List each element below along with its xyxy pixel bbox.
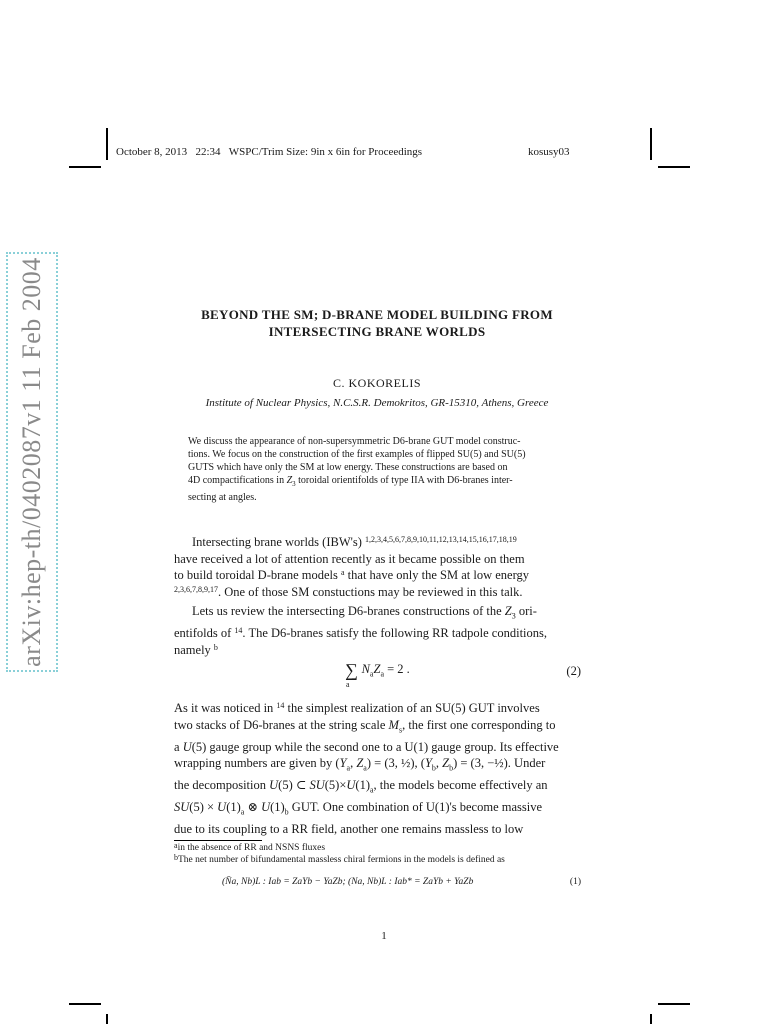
paragraph-su5: As it was noticed in $^{14}$ the simplest realization of an SU(5) GUT involves two stacks of D6-branes at the string scale $M_s$, the first one corresponding to a U(5) gauge group while the second one to a U(1) gauge group. Its effective wrapping numbers are given by ($Y_a$, $Z_a) = (3$, ½), ($Y_b$, $Z_b) = (3$, −½). Under the decomposition U(5) ⊂ $SU(5)\times U(1)_a$, the models become effectively an $SU(5) \times U(1)_a$ ⊗ $U(1)_b$ GUT. One combination of U(1)'s become massive due to its coupling to a RR field, another one remains massless to low [174,701,559,836]
footnote-equation-body: (N̄a, Nb)L : Iab = ZaYb − YaZb; (Na, Nb)L : Iab* = ZaYb + YaZb [222,877,474,887]
page-number: 1 [381,930,387,942]
abstract-line: We discuss the appearance of non-supersymmetric D6-brane GUT model construc- [188,436,521,447]
crop-mark-top-right-v [650,128,652,160]
equation-tadpole: $\sum_aN_aZ_a = 2$ . (2) [345,660,581,689]
abstract-line: GUTS which have only the SM at low energy. These constructions are based on [188,462,508,473]
header-date: October 8, 2013 [116,146,188,158]
header-file: kosusy03 [528,146,570,158]
citation-ref[interactable]: 14 [234,626,243,635]
affiliation: Institute of Nuclear Physics, N.C.S.R. Demokritos, GR-15310, Athens, Greece [205,397,549,409]
title-line-2: INTERSECTING BRANE WORLDS [268,324,486,339]
crop-mark-top-left-v [106,128,108,160]
footnote-mark-a[interactable]: a [340,568,345,577]
footnote-mark-b[interactable]: b [213,642,218,652]
abstract [188,435,568,504]
crop-mark-top-right-h [658,166,690,168]
title-line-1: BEYOND THE SM; D-BRANE MODEL BUILDING FROM [201,307,553,322]
running-header [116,146,422,158]
author: C. KOKORELIS [332,376,421,390]
equation-number: (2) [566,664,581,678]
footnote-a: $^a$in the absence of RR and NSNS fluxes [174,841,326,853]
paragraph-intro: Intersecting brane worlds (IBW's) $^{1,2,3,4,5,6,7,8,9,10,11,12,13,14,15,16,17,18,19}$ have received a lot of attention recently as it became possible on them to build toroidal D-brane models $^a$ that have only the SM at low energy $^{2,3,6,7,8,9,17}$. One of those SM constuctions may be reviewed in this talk. [174,535,530,599]
paper-title [160,306,594,340]
abstract-line: secting at angles. [188,492,257,503]
crop-mark-bottom-left-h [69,1003,101,1005]
header-trim: WSPC/Trim Size: 9in x 6in for Proceedings [228,146,423,158]
crop-mark-top-left-h [69,166,101,168]
footnote-equation-number: (1) [569,877,581,887]
abstract-line: 4D compactifications in $Z_3$ toroidal orientifolds of type IIA with D6-branes inter- [188,475,513,488]
footnote-rule [174,840,262,841]
arxiv-stamp[interactable]: arXiv:hep-th/0402087v1 11 Feb 2004 [6,252,58,672]
header-time: 22:34 [195,146,221,158]
crop-mark-bottom-right-h [658,1003,690,1005]
abstract-line: tions. We focus on the construction of the first examples of flipped SU(5) and SU(5) [188,449,526,460]
citation-refs[interactable]: 1,2,3,4,5,6,7,8,9,10,11,12,13,14,15,16,17,18,19 [365,535,517,544]
citation-ref[interactable]: 14 [276,701,285,710]
crop-mark-bottom-right-v [650,1014,652,1024]
citation-refs[interactable]: 2,3,6,7,8,9,17 [174,584,218,594]
crop-mark-bottom-left-v [106,1014,108,1024]
paragraph-review: Lets us review the intersecting D6-branes constructions of the $Z_3$ ori- entifolds of $^{14}$. The D6-branes satisfy the following RR tadpole conditions, namely $^b$ [174,604,548,657]
footnote-b: $^b$The net number of bifundamental massless chiral fermions in the models is defined as [174,853,505,865]
